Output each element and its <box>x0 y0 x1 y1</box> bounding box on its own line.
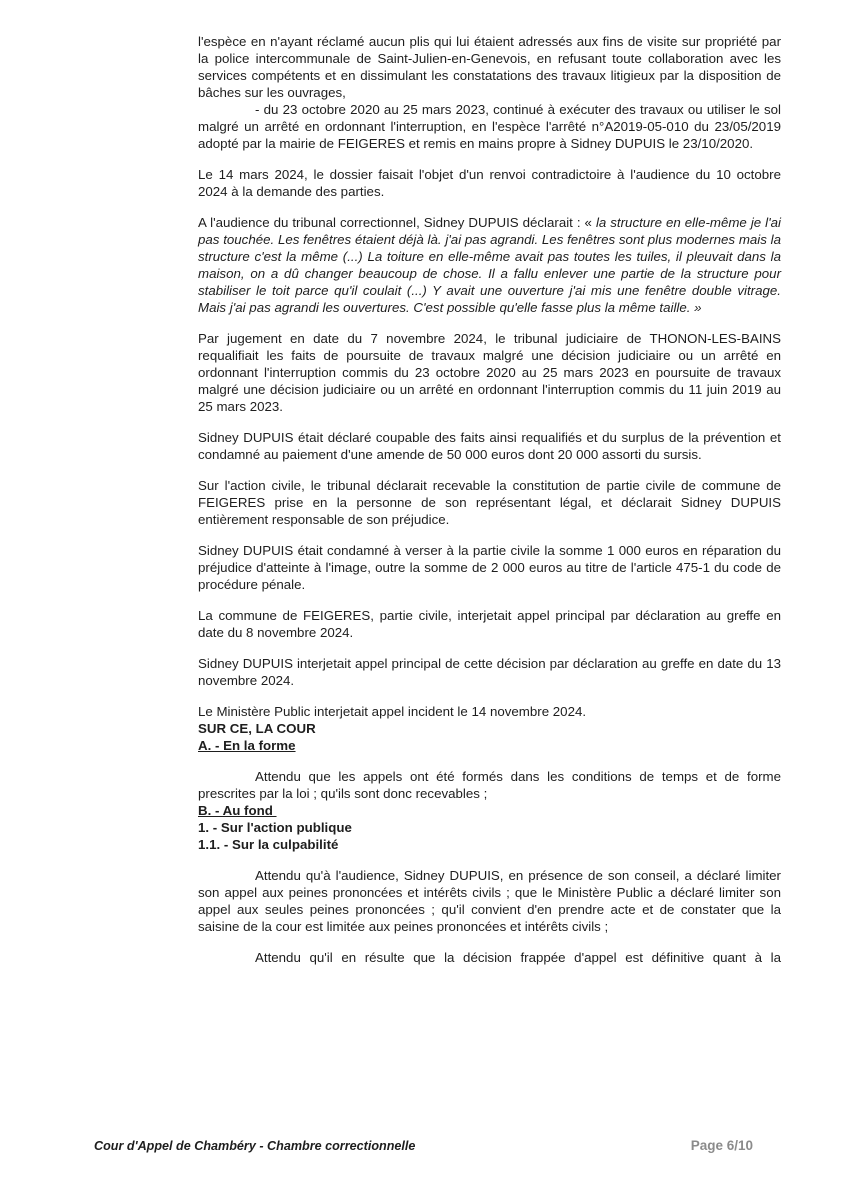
paragraph-appel-dupuis: Sidney DUPUIS interjetait appel principal de cette décision par déclaration au greffe en date du 13 novembre 2024. <box>198 656 781 688</box>
paragraph-forme-attendu: Attendu que les appels ont été formés dans les conditions de temps et de forme prescrites par la loi ; qu'ils sont donc recevables ; <box>198 769 781 801</box>
heading-action-publique: 1. - Sur l'action publique <box>198 820 352 835</box>
paragraph-jugement: Par jugement en date du 7 novembre 2024, le tribunal judiciaire de THONON-LES-BAINS requalifiait les faits de poursuite de travaux malgré une décision judiciaire ou un arrêté en ordonnant l'interruption commis du 23 octobre 2020 au 25 mars 2023 en poursuite de travaux malgré une décision judiciaire ou un arrêté en ordonnant l'interruption commis du 11 juin 2019 au 25 mars 2023. <box>198 331 781 414</box>
declaration-lead: A l'audience du tribunal correctionnel, Sidney DUPUIS déclarait : « <box>198 215 596 230</box>
document-content <box>198 33 781 966</box>
paragraph-renvoi: Le 14 mars 2024, le dossier faisait l'objet d'un renvoi contradictoire à l'audience du 10 octobre 2024 à la demande des parties. <box>198 167 781 199</box>
paragraph-appel-ministere: Le Ministère Public interjetait appel incident le 14 novembre 2024. <box>198 704 587 719</box>
paragraph-culpabilite-amende: Sidney DUPUIS était déclaré coupable des faits ainsi requalifiés et du surplus de la prévention et condamné au paiement d'une amende de 50 000 euros dont 20 000 assorti du sursis. <box>198 430 781 462</box>
heading-culpabilite: 1.1. - Sur la culpabilité <box>198 837 339 852</box>
heading-au-fond: B. - Au fond <box>198 803 277 818</box>
heading-en-la-forme: A. - En la forme <box>198 738 296 753</box>
paragraph-dommages-interets: Sidney DUPUIS était condamné à verser à la partie civile la somme 1 000 euros en réparation du préjudice d'atteinte à l'image, outre la somme de 2 000 euros au titre de l'article 475-1 du code de procédure pénale. <box>198 543 781 592</box>
paragraph-culpabilite-attendu-2: Attendu qu'il en résulte que la décision frappée d'appel est définitive quant à la <box>255 950 781 965</box>
paragraph-declaration <box>198 214 781 316</box>
paragraph-charge-item: - du 23 octobre 2020 au 25 mars 2023, continué à exécuter des travaux ou utiliser le sol malgré un arrêté en ordonnant l'interruption, en l'espèce l'arrêté n°A2019-05-010 du 23/05/2019 adopté par la mairie de FEIGERES et remis en mains propre à Sidney DUPUIS le 23/10/2020. <box>198 102 781 151</box>
paragraph-appel-commune: La commune de FEIGERES, partie civile, interjetait appel principal par déclaration au greffe en date du 8 novembre 2024. <box>198 608 781 640</box>
paragraph-culpabilite-attendu-1: Attendu qu'à l'audience, Sidney DUPUIS, en présence de son conseil, a déclaré limiter son appel aux peines prononcées et intérêts civils ; que le Ministère Public a déclaré limiter son appel aux seules peines prononcées ; qu'il convient d'en prendre acte et de constater que la saisine de la cour est limitée aux peines prononcées et intérêts civils ; <box>198 868 781 934</box>
footer-court-name: Cour d'Appel de Chambéry - Chambre correctionnelle <box>94 1139 416 1153</box>
footer-page-number: Page 6/10 <box>690 1138 753 1153</box>
heading-sur-ce-la-cour: SUR CE, LA COUR <box>198 721 316 736</box>
paragraph-charges-continuation: l'espèce en n'ayant réclamé aucun plis qui lui étaient adressés aux fins de visite sur propriété par la police intercommunale de Saint-Julien-en-Genevois, en refusant toute collaboration avec les services compétents et en dissimulant les constatations des travaux litigieux par la disposition de bâches sur les ouvrages, <box>198 34 781 100</box>
paragraph-action-civile: Sur l'action civile, le tribunal déclarait recevable la constitution de partie civile de commune de FEIGERES prise en la personne de son représentant légal, et déclarait Sidney DUPUIS entièrement responsable de son préjudice. <box>198 478 781 527</box>
declaration-quote: la structure en elle-même je l'ai pas touchée. Les fenêtres étaient déjà là. j'ai pas agrandi. Les fenêtres sont plus modernes mais la structure c'est la même (...) La toiture en elle-même avait pas toutes les tuiles, il pleuvait dans la maison, on a dû changer beaucoup de chose. Il a fallu enlever une partie de la structure pour stabiliser le toit parce qu'il coulait (...) Y avait une ouverture j'ai mis une fenêtre double vitrage. Mais j'ai pas agrandi les ouvertures. C'est possible qu'elle fasse plus la même taille. » <box>198 215 781 315</box>
